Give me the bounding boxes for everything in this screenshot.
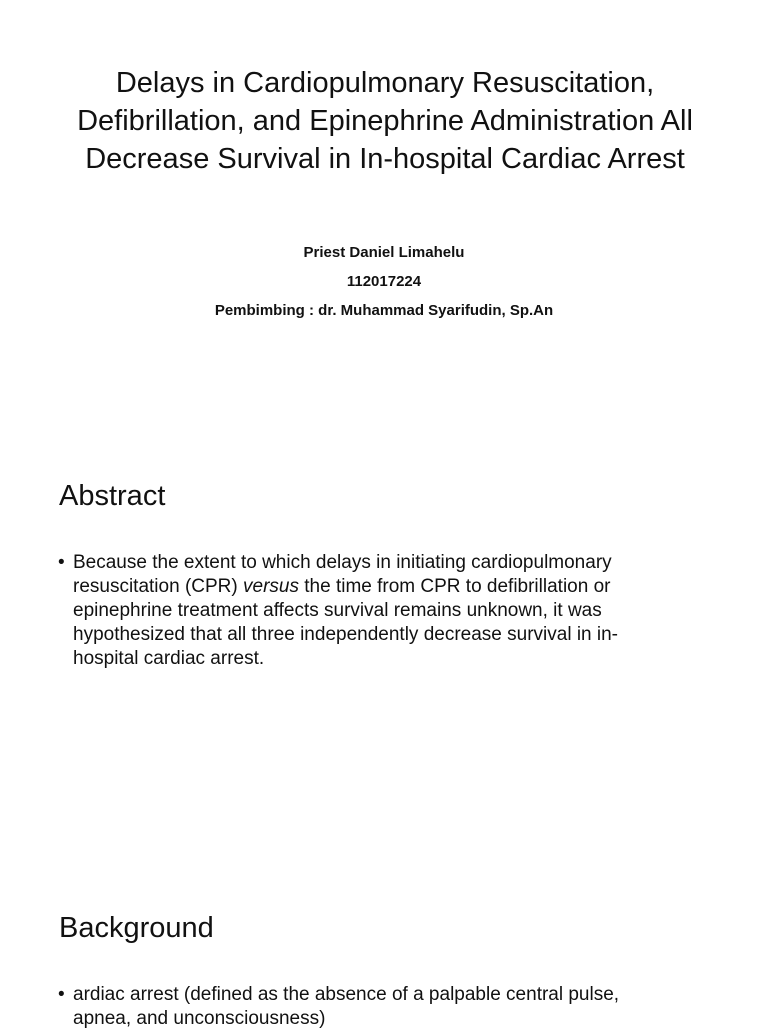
list-item (58, 551, 678, 671)
presentation-title: Delays in Cardiopulmonary Resuscitation, Defibrillation, and Epinephrine Administration All Decrease Survival in In-hospital Cardiac Arrest (77, 67, 693, 175)
presenter-info (84, 238, 684, 325)
background-heading: Background (59, 912, 214, 944)
supervisor-line: Pembimbing : dr. Muhammad Syarifudin, Sp.An (214, 302, 554, 319)
abstract-text-part: Because the extent to which delays in initiating cardiopulmonary resuscitation (CPR) (73, 552, 612, 597)
abstract-emphasis: versus (243, 576, 299, 597)
abstract-text-part: the time from CPR to defibrillation or epinephrine treatment affects survival remains unknown, it was hypothesized that all three independently decrease survival in in-hospital cardiac arrest. (73, 576, 618, 669)
abstract-bullet-list (58, 551, 678, 671)
title-slide (0, 0, 768, 432)
student-id: 112017224 (346, 273, 422, 290)
author-name: Priest Daniel Limahelu (303, 244, 465, 261)
bullet-icon: • (58, 552, 65, 573)
abstract-slide (0, 432, 768, 864)
background-slide (0, 864, 768, 1029)
bullet-icon: • (58, 984, 65, 1005)
background-text: ardiac arrest (defined as the absence of a palpable central pulse, apnea, and unconsciousness) (73, 984, 620, 1029)
abstract-heading: Abstract (59, 480, 166, 512)
